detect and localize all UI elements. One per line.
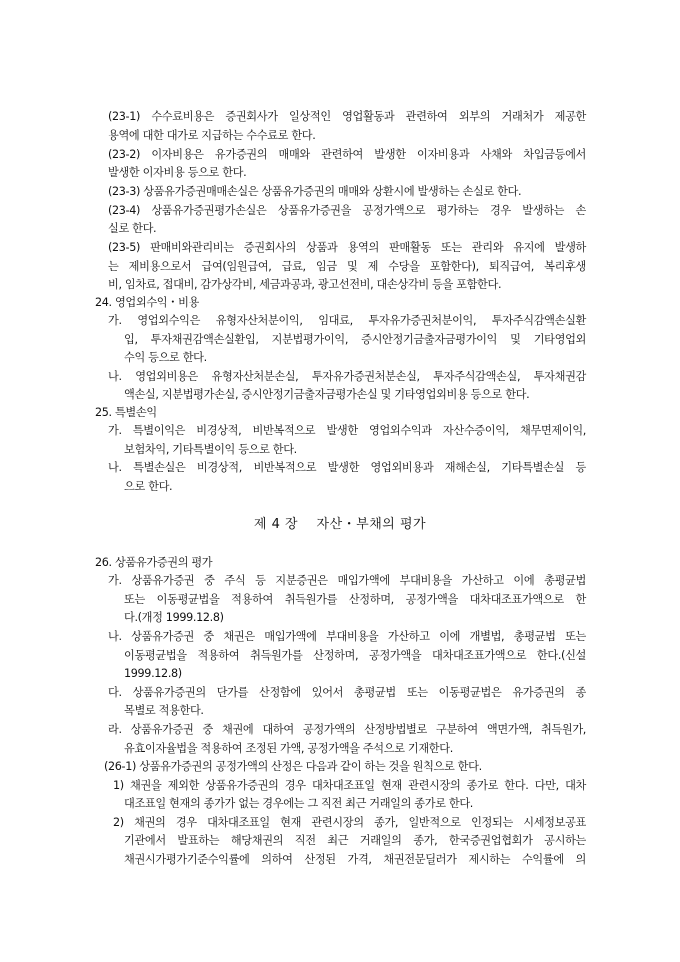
text-line: 또는 이동평균법을 적용하여 취득원가를 산정하며, 공정가액을 대차대조표가액으로 한 (124, 593, 586, 606)
text-line: (23-2) 이자비용은 유가증권의 매매와 관련하여 발생한 이자비용과 사채와 차입금등에서 (108, 148, 586, 161)
text-line: (23-3) 상품유가증권매매손실은 상품유가증권의 매매와 상환시에 발생하는 손실로 한다. (108, 185, 522, 198)
text-line: 라. 상품유가증권 중 채권에 대하여 공정가액의 산정방법별로 구분하여 액면가액, 취득원가, (108, 723, 586, 736)
text-line: 액손실, 지분법평가손실, 증시안정기금출자금평가손실 및 기타영업외비용 등으로 한다. (124, 388, 530, 401)
text-line: 목별로 적용한다. (124, 704, 204, 717)
text-line: 비, 임차료, 접대비, 감가상각비, 세금과공과, 광고선전비, 대손상각비 등을 포함한다. (108, 278, 502, 291)
text-line: (26-1) 상품유가증권의 공정가액의 산정은 다음과 같이 하는 것을 원칙으로 한다. (104, 760, 482, 773)
section-heading: 25. 특별손익 (95, 406, 157, 419)
text-line: 1) 채권을 제외한 상품유가증권의 경우 대차대조표일 현재 관련시장의 종가로 한다. 다만, 대차 (113, 779, 586, 792)
text-line: 이동평균법을 적용하여 취득원가를 산정하며, 공정가액을 대차대조표가액으로 한다.(신설 (124, 649, 586, 662)
text-line: 나. 특별손실은 비경상적, 비반복적으로 발생한 영업외비용과 재해손실, 기타특별손실 등 (108, 461, 586, 474)
text-line: 2) 채권의 경우 대차대조표일 현재 관련시장의 종가, 일반적으로 인정되는 시세정보공표 (113, 816, 586, 829)
text-line: 수익 등으로 한다. (124, 351, 207, 364)
chapter-title: 제 4 장 자산・부채의 평가 (253, 517, 427, 532)
text-line: 채권시가평가기준수익률에 의하여 산정된 가격, 채권전문딜러가 제시하는 수익률에 의 (124, 853, 586, 866)
text-line: 가. 상품유가증권 중 주식 등 지분증권은 매입가액에 부대비용을 가산하고 이에 총평균법 (108, 574, 586, 587)
text-line: 보험차익, 기타특별이익 등으로 한다. (124, 443, 297, 456)
text-line: 으로 한다. (124, 480, 173, 493)
section-heading: 26. 상품유가증권의 평가 (95, 556, 213, 569)
text-line: 가. 영업외수익은 유형자산처분이익, 임대료, 투자유가증권처분이익, 투자주식감액손실환 (108, 314, 586, 327)
text-line: 용역에 대한 대가로 지급하는 수수료로 한다. (108, 129, 316, 142)
text-line: 나. 영업외비용은 유형자산처분손실, 투자유가증권처분손실, 투자주식감액손실, 투자채권감 (108, 370, 586, 383)
text-line: 가. 특별이익은 비경상적, 비반복적으로 발생한 영업외수익과 자산수증이익, 채무면제이익, (108, 424, 586, 437)
text-line: (23-4) 상품유가증권평가손실은 상품유가증권을 공정가액으로 평가하는 경우 발생하는 손 (108, 204, 586, 217)
text-line: 다. 상품유가증권의 단가를 산정함에 있어서 총평균법 또는 이동평균법은 유가증권의 종 (108, 686, 586, 699)
text-line: 입, 투자채권감액손실환입, 지분법평가이익, 증시안정기금출자금평가이익 및 기타영업외 (124, 333, 586, 346)
text-line: 실로 한다. (108, 222, 157, 235)
text-line: 나. 상품유가증권 중 채권은 매입가액에 부대비용을 가산하고 이에 개별법, 총평균법 또는 (108, 630, 586, 643)
text-line: 다.(개정 1999.12.8) (124, 611, 224, 624)
text-line: 발생한 이자비용 등으로 한다. (108, 166, 247, 179)
text-line: 1999.12.8) (124, 667, 182, 680)
text-line: 기관에서 발표하는 해당채권의 직전 최근 거래일의 종가, 한국증권업협회가 공시하는 (124, 834, 586, 847)
text-line: (23-1) 수수료비용은 증권회사가 일상적인 영업활동과 관련하여 외부의 거래처가 제공한 (108, 110, 586, 123)
text-line: 는 제비용으로서 급여(임원급여, 급료, 임금 및 제 수당을 포함한다), 퇴직급여, 복리후생 (108, 260, 586, 273)
section-heading: 24. 영업외수익・비용 (95, 296, 199, 309)
text-line: (23-5) 판매비와관리비는 증권회사의 상품과 용역의 판매활동 또는 관리와 유지에 발생하 (108, 241, 586, 254)
text-line: 대조표일 현재의 종가가 없는 경우에는 그 직전 최근 거래일의 종가로 한다. (124, 797, 473, 810)
text-line: 유효이자율법을 적용하여 조정된 가액, 공정가액을 주석으로 기재한다. (124, 742, 453, 755)
